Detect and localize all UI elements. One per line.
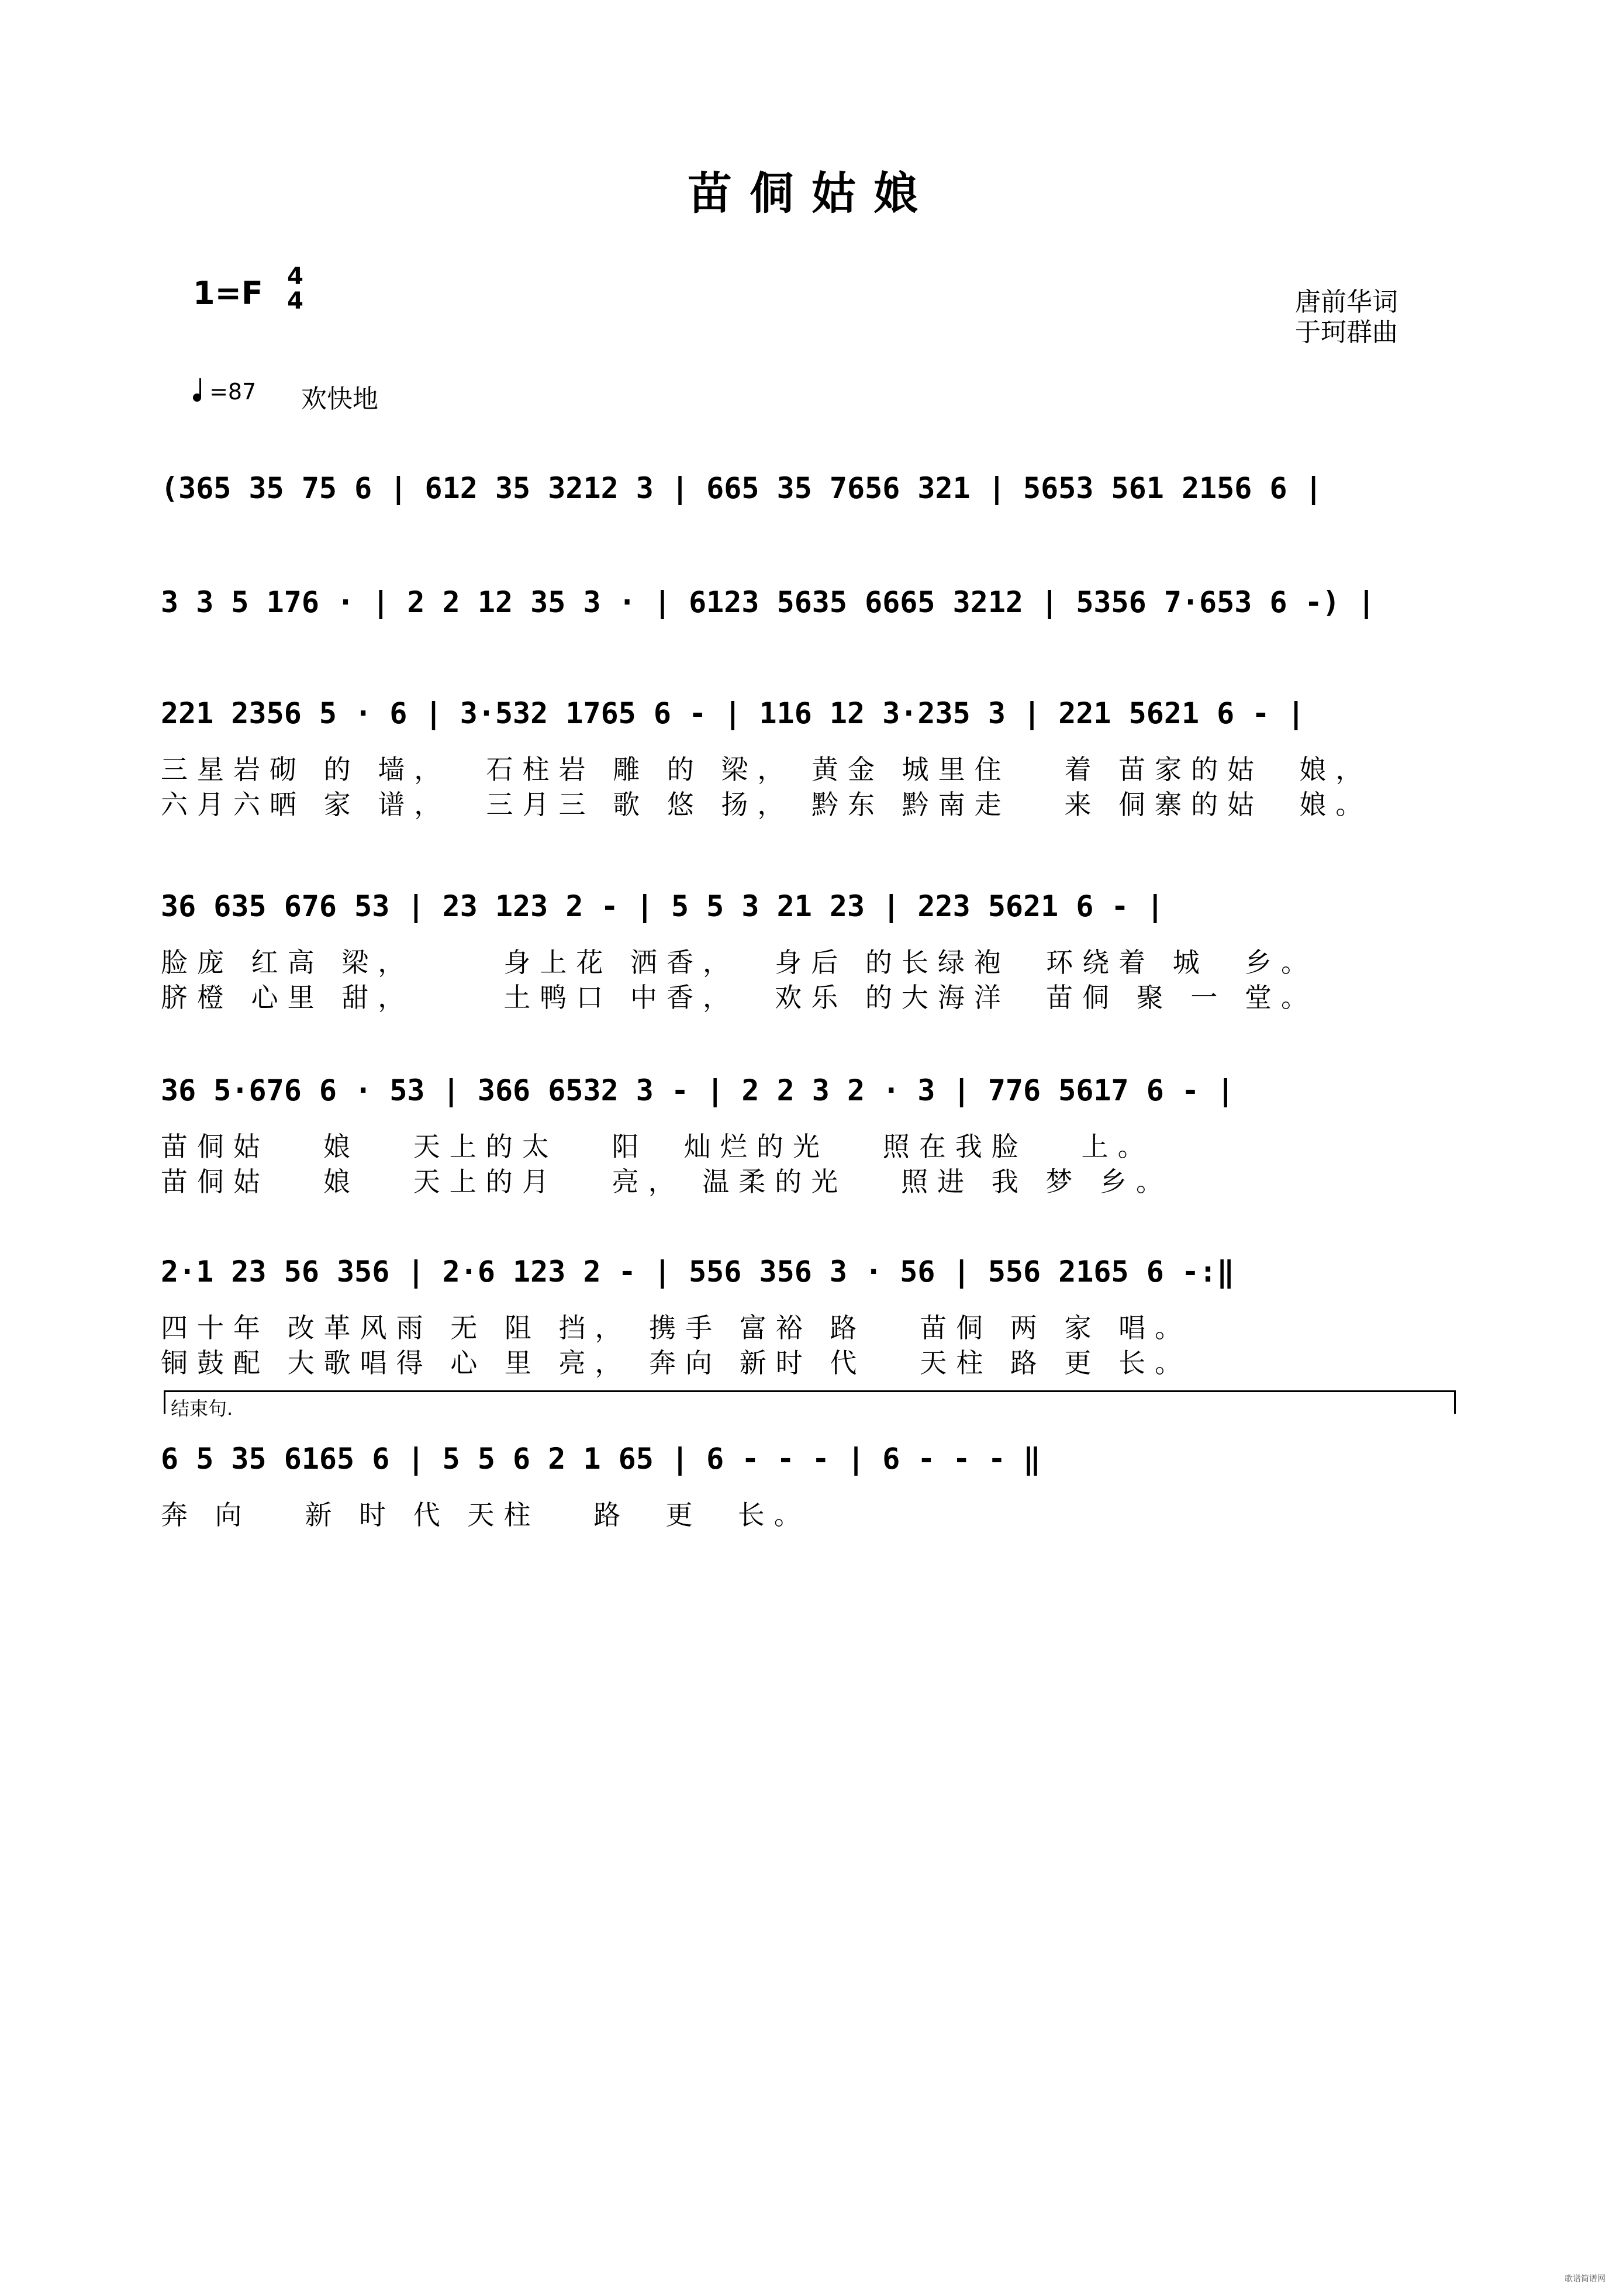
- ending-bracket-tick-left: [164, 1390, 165, 1414]
- notes-line-1: (365 35 75 6 | 612 35 3212 3 | 665 35 7656 321 | 5653 561 2156 6 |: [161, 471, 1322, 505]
- tempo-value: =87: [209, 379, 257, 405]
- notes-line-2: 3 3 5 176 · | 2 2 12 35 3 · | 6123 5635 6665 3212 | 5356 7·653 6 -) |: [161, 585, 1376, 619]
- lyric-verse-1: 苗侗姑 娘 天上的太 阳 灿烂的光 照在我脸 上。: [161, 1131, 1154, 1162]
- time-signature-top: 4: [287, 263, 303, 290]
- lyric-verse-1: 奔 向 新 时 代 天柱 路 更 长。: [161, 1499, 810, 1531]
- staff-line-7: [161, 1432, 1465, 1538]
- notes-line-5: 36 5·676 6 · 53 | 366 6532 3 - | 2 2 3 2 · 3 | 776 5617 6 - |: [161, 1073, 1235, 1107]
- staff-line-2: [161, 576, 1465, 634]
- notes-line-6: 2·1 23 56 356 | 2·6 123 2 - | 556 356 3 · 56 | 556 2165 6 -:‖: [161, 1255, 1235, 1289]
- lyric-verse-2: 铜鼓配 大歌唱得 心 里 亮， 奔向 新时 代 天柱 路 更 长。: [161, 1347, 1192, 1379]
- quarter-note-icon: [193, 393, 201, 402]
- staff-line-4: [161, 880, 1465, 1026]
- watermark: 歌谱简谱网: [1565, 2274, 1605, 2284]
- ending-bracket-tick-right: [1454, 1390, 1456, 1414]
- lyric-verse-2: 六月六晒 家 谱， 三月三 歌 悠 扬， 黔东 黔南走 来 侗寨的姑 娘。: [161, 789, 1372, 820]
- tempo-marking: [193, 379, 256, 405]
- mood-marking: 欢快地: [301, 384, 378, 414]
- lyricist: 唐前华词: [1295, 287, 1398, 317]
- time-signature-bottom: 4: [287, 288, 303, 315]
- staff-line-3: [161, 687, 1465, 833]
- key-signature: 1=F: [193, 275, 263, 312]
- page-title: 苗侗姑娘: [688, 167, 935, 219]
- staff-line-5: [161, 1064, 1465, 1210]
- staff-line-6: [161, 1245, 1465, 1392]
- lyric-verse-2: 苗侗姑 娘 天上的月 亮， 温柔的光 照进 我 梦 乡。: [161, 1166, 1172, 1197]
- ending-bracket-line: [164, 1390, 1456, 1392]
- notes-line-4: 36 635 676 53 | 23 123 2 - | 5 5 3 21 23 | 223 5621 6 - |: [161, 889, 1164, 923]
- ending-label: 结束句.: [171, 1397, 233, 1420]
- staff-line-1: [161, 462, 1465, 520]
- lyric-verse-1: 三星岩砌 的 墙， 石柱岩 雕 的 梁， 黄金 城里住 着 苗家的姑 娘，: [161, 754, 1372, 785]
- notes-line-3: 221 2356 5 · 6 | 3·532 1765 6 - | 116 12 3·235 3 | 221 5621 6 - |: [161, 696, 1305, 730]
- time-signature: [284, 264, 307, 313]
- lyric-verse-1: 四十年 改革风雨 无 阻 挡， 携手 富裕 路 苗侗 两 家 唱。: [161, 1312, 1192, 1344]
- lyric-verse-1: 脸庞 红高 梁， 身上花 洒香， 身后 的长绿袍 环绕着 城 乡。: [161, 947, 1317, 978]
- lyric-verse-2: 脐橙 心里 甜， 土鸭口 中香， 欢乐 的大海洋 苗侗 聚 一 堂。: [161, 982, 1317, 1013]
- notes-line-7: 6 5 35 6165 6 | 5 5 6 2 1 65 | 6 - - - | 6 - - - ‖: [161, 1442, 1041, 1476]
- composer: 于珂群曲: [1295, 317, 1398, 347]
